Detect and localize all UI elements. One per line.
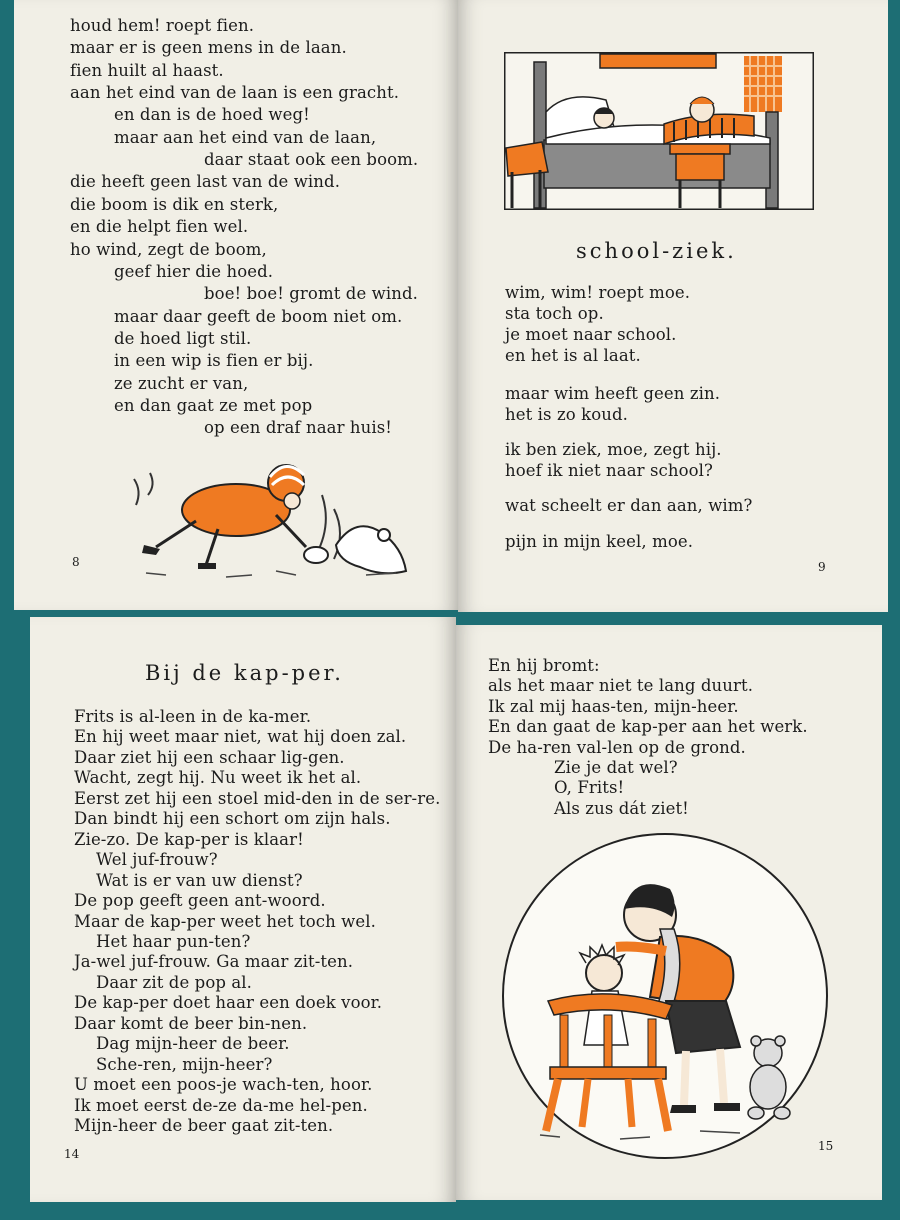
text-line: Zie-zo. De kap-per is klaar! bbox=[74, 829, 304, 849]
text-line: die heeft geen last van de wind. bbox=[70, 172, 341, 192]
text-line: als het maar niet te lang duurt. bbox=[488, 676, 754, 696]
text-line: in een wip is fien er bij. bbox=[114, 351, 314, 371]
story-title: Bij de kap-per. bbox=[145, 661, 344, 685]
text-line: Ik zal mij haas-ten, mijn-heer. bbox=[488, 696, 739, 716]
text-line: je moet naar school. bbox=[505, 325, 677, 344]
text-line: De ha-ren val-len op de grond. bbox=[488, 737, 746, 757]
text-line: pijn in mijn keel, moe. bbox=[505, 532, 694, 551]
text-line: de hoed ligt stil. bbox=[114, 328, 252, 348]
text-line: De pop geeft geen ant-woord. bbox=[74, 891, 326, 911]
text-line: Ik moet eerst de-ze da-me hel-pen. bbox=[74, 1095, 368, 1115]
text-line: daar staat ook een boom. bbox=[204, 150, 419, 170]
text-line: Frits is al-leen in de ka-mer. bbox=[74, 707, 312, 726]
text-line: Sche-ren, mijn-heer? bbox=[96, 1054, 273, 1074]
text-line: Daar komt de beer bin-nen. bbox=[74, 1013, 308, 1033]
story-title: school-ziek. bbox=[576, 239, 737, 263]
text-line: De kap-per doet haar een doek voor. bbox=[74, 993, 383, 1013]
text-line: Dag mijn-heer de beer. bbox=[96, 1034, 290, 1054]
text-line: die boom is dik en sterk, bbox=[70, 194, 279, 214]
text-line: en dan is de hoed weg! bbox=[114, 105, 310, 125]
text-line: ho wind, zegt de boom, bbox=[70, 239, 267, 259]
text-line: het is zo koud. bbox=[505, 405, 628, 424]
text-line: ze zucht er van, bbox=[114, 373, 249, 393]
page-number: 8 bbox=[72, 555, 80, 569]
text-line: maar daar geeft de boom niet om. bbox=[114, 306, 403, 326]
text-line: fien huilt al haast. bbox=[70, 60, 224, 80]
text-line: ik ben ziek, moe, zegt hij. bbox=[505, 440, 722, 459]
text-line: geef hier die hoed. bbox=[114, 261, 274, 281]
text-line: Daar ziet hij een schaar lig-gen. bbox=[74, 747, 345, 767]
text-line: houd hem! roept fien. bbox=[70, 16, 255, 35]
girl-chasing-hat-illustration bbox=[126, 455, 426, 587]
text-line: sta toch op. bbox=[505, 304, 604, 323]
text-line: Daar zit de pop al. bbox=[96, 972, 253, 992]
text-line: Wat is er van uw dienst? bbox=[96, 870, 303, 890]
text-line: en die helpt fien wel. bbox=[70, 217, 249, 237]
text-line: en dan gaat ze met pop bbox=[114, 395, 313, 415]
text-line: wim, wim! roept moe. bbox=[505, 283, 691, 302]
text-line: Mijn-heer de beer gaat zit-ten. bbox=[74, 1116, 334, 1135]
text-line: Wacht, zegt hij. Nu weet ik het al. bbox=[74, 768, 362, 788]
page-9 bbox=[458, 0, 888, 612]
text-line: Zie je dat wel? bbox=[554, 758, 678, 777]
text-line: Ja-wel juf-frouw. Ga maar zit-ten. bbox=[74, 952, 354, 972]
text-line: Het haar pun-ten? bbox=[96, 931, 251, 951]
text-line: boe! boe! gromt de wind. bbox=[204, 284, 418, 304]
text-line: En dan gaat de kap-per aan het werk. bbox=[488, 717, 808, 737]
page-number: 9 bbox=[818, 560, 826, 574]
text-line: maar er is geen mens in de laan. bbox=[70, 38, 347, 58]
text-line: Maar de kap-per weet het toch wel. bbox=[74, 911, 376, 931]
page-number: 14 bbox=[64, 1147, 80, 1161]
text-line: En hij bromt: bbox=[488, 656, 600, 675]
text-line: Eerst zet hij een stoel mid-den in de ser-re. bbox=[74, 788, 441, 808]
text-line: Als zus dát ziet! bbox=[554, 798, 689, 818]
boy-in-bed-illustration bbox=[504, 52, 814, 210]
text-line: op een draf naar huis! bbox=[204, 418, 393, 438]
text-line: En hij weet maar niet, wat hij doen zal. bbox=[74, 727, 407, 747]
text-line: O, Frits! bbox=[554, 778, 625, 798]
page-8 bbox=[14, 0, 458, 610]
text-line: aan het eind van de laan is een gracht. bbox=[70, 83, 400, 103]
text-line: U moet een poos-je wach-ten, hoor. bbox=[74, 1075, 373, 1095]
text-line: en het is al laat. bbox=[505, 346, 641, 365]
text-line: maar wim heeft geen zin. bbox=[505, 384, 721, 403]
text-line: Wel juf-frouw? bbox=[96, 850, 218, 870]
text-line: hoef ik niet naar school? bbox=[505, 461, 714, 480]
page-15 bbox=[456, 625, 882, 1200]
page-14 bbox=[30, 617, 456, 1202]
boy-cutting-doll-hair-illustration bbox=[500, 831, 830, 1161]
text-line: maar aan het eind van de laan, bbox=[114, 127, 377, 147]
page-number: 15 bbox=[818, 1139, 834, 1153]
text-line: wat scheelt er dan aan, wim? bbox=[505, 496, 753, 515]
text-line: Dan bindt hij een schort om zijn hals. bbox=[74, 809, 391, 829]
